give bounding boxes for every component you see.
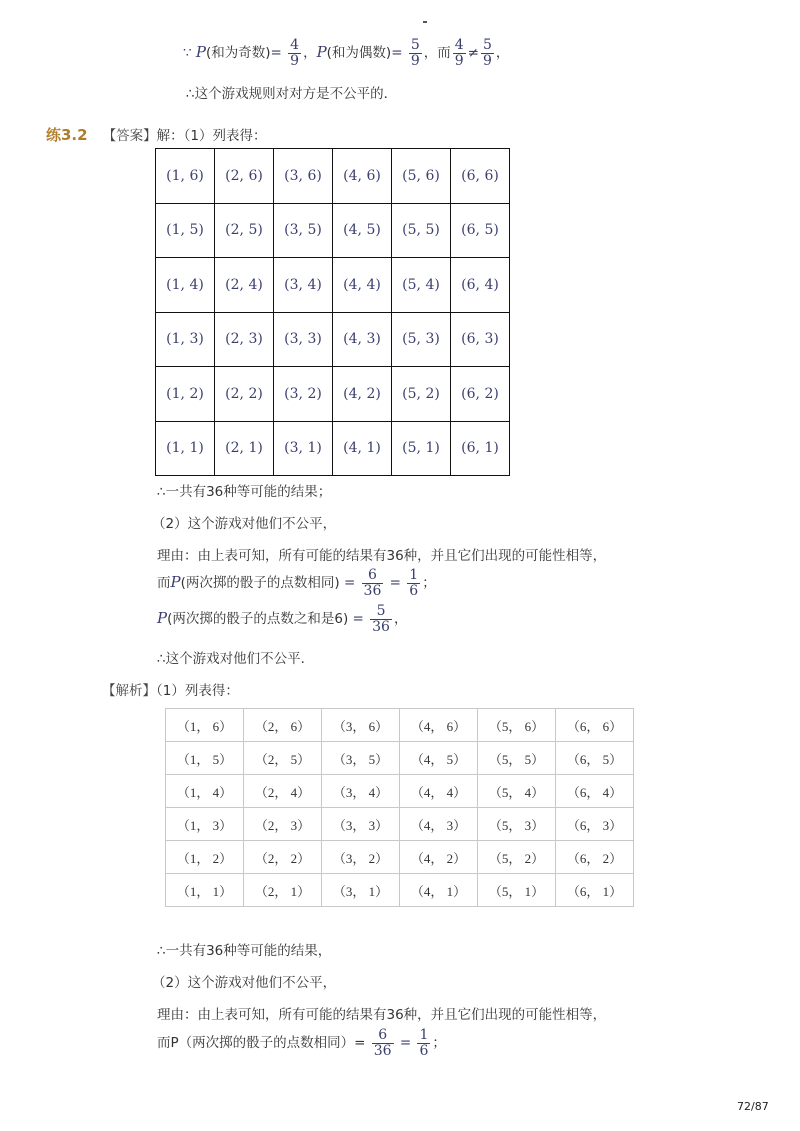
table-row [166, 841, 634, 874]
fraction-cmp-2: $\frac{5}{9}$ [482, 37, 492, 69]
table-cell: （4， 1） [400, 874, 478, 907]
prob-symbol: P [316, 43, 327, 62]
answer-line-5: P(两次掷的骰子的点数之和是6) = $\frac{5}{36}$ ， [157, 603, 408, 635]
table-row [156, 203, 510, 258]
table-cell: (6, 4) [451, 258, 510, 313]
table-cell: (3, 3) [274, 312, 333, 367]
table-cell: (1, 3) [156, 312, 215, 367]
fraction-odd: $\frac{4}{9}$ [290, 37, 300, 69]
answer-line-3: 理由：由上表可知，所有可能的结果有36种，并且它们出现的可能性相等， [157, 548, 607, 564]
table-cell: （6， 2） [556, 841, 634, 874]
table-cell: (4, 6) [333, 149, 392, 204]
same-points-event: (两次掷的骰子的点数相同) [180, 575, 340, 592]
exercise-label: 练3.2 [46, 126, 88, 144]
table-cell: （1， 1） [166, 874, 244, 907]
answer-intro: 解：（1）列表得： [156, 128, 267, 144]
analysis-line-3: 理由：由上表可知，所有可能的结果有36种，并且它们出现的可能性相等， [157, 1007, 607, 1023]
table-row [156, 258, 510, 313]
table-cell: (1, 6) [156, 149, 215, 204]
table-cell: （5， 6） [478, 709, 556, 742]
table-cell: （4， 5） [400, 742, 478, 775]
table-cell: （5， 5） [478, 742, 556, 775]
table-row [156, 421, 510, 476]
analysis-line-4: 而P（两次掷的骰子的点数相同）= $\frac{6}{36}$ = $\frac{1}{6}$ ； [157, 1027, 446, 1059]
table-cell: （1， 3） [166, 808, 244, 841]
table-cell: (4, 4) [333, 258, 392, 313]
table-cell: （1， 4） [166, 775, 244, 808]
table-cell: (1, 1) [156, 421, 215, 476]
table-cell: （2， 1） [244, 874, 322, 907]
table-row [156, 312, 510, 367]
analysis-outcome-table [165, 708, 634, 907]
table-cell: （3， 5） [322, 742, 400, 775]
table-cell: （1， 6） [166, 709, 244, 742]
odd-event: (和为奇数) [205, 45, 271, 62]
answer-line-2: （2）这个游戏对他们不公平， [152, 516, 337, 532]
table-cell: (3, 5) [274, 203, 333, 258]
because-symbol: ∵ [183, 45, 192, 62]
table-cell: (1, 4) [156, 258, 215, 313]
page-number: 72/87 [737, 1100, 769, 1113]
table-cell: (1, 5) [156, 203, 215, 258]
table-cell: （2， 6） [244, 709, 322, 742]
table-cell: (5, 1) [392, 421, 451, 476]
unfair-conclusion: ∴这个游戏规则对对方是不公平的． [186, 86, 398, 102]
probability-comparison-line: ∵ P(和为奇数)= $\frac{4}{9}$ ，P(和为偶数)= $\frac{5}{9}$ ，而 $\frac{4}{9}$ ≠ $\frac{5}{9}$ ， [183, 37, 510, 69]
table-cell: （1， 5） [166, 742, 244, 775]
sum-six-event: (两次掷的骰子的点数之和是6) [167, 611, 349, 628]
table-row [156, 149, 510, 204]
table-cell: (2, 5) [215, 203, 274, 258]
prob-symbol: P [195, 43, 206, 62]
table-cell: （1， 2） [166, 841, 244, 874]
table-cell: (4, 5) [333, 203, 392, 258]
table-cell: （3， 3） [322, 808, 400, 841]
table-cell: （2， 3） [244, 808, 322, 841]
table-cell: （6， 5） [556, 742, 634, 775]
table-cell: (2, 1) [215, 421, 274, 476]
even-event: (和为偶数) [326, 45, 392, 62]
table-cell: (2, 2) [215, 367, 274, 422]
analysis-fraction-1-6: $\frac{1}{6}$ [419, 1027, 429, 1059]
exercise-heading [46, 124, 267, 145]
table-cell: （6， 1） [556, 874, 634, 907]
answer-line-6: ∴这个游戏对他们不公平． [157, 651, 315, 667]
table-cell: （3， 6） [322, 709, 400, 742]
table-cell: （6， 6） [556, 709, 634, 742]
table-cell: (6, 1) [451, 421, 510, 476]
table-row [166, 808, 634, 841]
table-cell: （4， 2） [400, 841, 478, 874]
table-cell: (5, 3) [392, 312, 451, 367]
table-cell: (4, 3) [333, 312, 392, 367]
analysis-line-1: ∴一共有36种等可能的结果， [157, 943, 332, 959]
fraction-even: $\frac{5}{9}$ [410, 37, 420, 69]
equals-sign: = [270, 45, 282, 62]
answer-tag: 【答案】 [102, 128, 157, 144]
table-cell: (5, 5) [392, 203, 451, 258]
fraction-5-36: $\frac{5}{36}$ [372, 603, 390, 635]
fraction-1-6: $\frac{1}{6}$ [409, 567, 419, 599]
table-cell: (4, 2) [333, 367, 392, 422]
fraction-6-36: $\frac{6}{36}$ [363, 567, 382, 599]
table-cell: （5， 2） [478, 841, 556, 874]
table-cell: （5， 1） [478, 874, 556, 907]
answer-line-1: ∴一共有36种等可能的结果； [157, 484, 332, 500]
table-cell: (6, 3) [451, 312, 510, 367]
table-cell: (5, 4) [392, 258, 451, 313]
page-top-mark [423, 21, 427, 23]
table-cell: (5, 2) [392, 367, 451, 422]
table-cell: (6, 5) [451, 203, 510, 258]
table-cell: （6， 3） [556, 808, 634, 841]
table-cell: （5， 4） [478, 775, 556, 808]
table-cell: （5， 3） [478, 808, 556, 841]
table-row [156, 367, 510, 422]
table-cell: （3， 4） [322, 775, 400, 808]
table-cell: （4， 4） [400, 775, 478, 808]
analysis-fraction-6-36: $\frac{6}{36}$ [373, 1027, 392, 1059]
table-cell: (2, 6) [215, 149, 274, 204]
not-equal-sign: ≠ [467, 45, 479, 62]
table-row [166, 775, 634, 808]
table-cell: （3， 2） [322, 841, 400, 874]
table-cell: (2, 4) [215, 258, 274, 313]
table-cell: (4, 1) [333, 421, 392, 476]
table-cell: (3, 4) [274, 258, 333, 313]
table-cell: (1, 2) [156, 367, 215, 422]
table-cell: （6， 4） [556, 775, 634, 808]
analysis-line-2: （2）这个游戏对他们不公平， [152, 975, 337, 991]
answer-line-4: 而P(两次掷的骰子的点数相同) = $\frac{6}{36}$ = $\frac{1}{6}$ ； [157, 567, 436, 599]
analysis-intro: （1）列表得： [156, 683, 239, 699]
table-cell: (5, 6) [392, 149, 451, 204]
table-cell: （4， 6） [400, 709, 478, 742]
table-cell: （2， 5） [244, 742, 322, 775]
table-cell: （4， 3） [400, 808, 478, 841]
outcome-table [155, 148, 510, 476]
table-row [166, 709, 634, 742]
table-cell: （3， 1） [322, 874, 400, 907]
table-cell: （2， 4） [244, 775, 322, 808]
table-cell: (6, 6) [451, 149, 510, 204]
table-row [166, 874, 634, 907]
table-row [166, 742, 634, 775]
analysis-tag: 【解析】 [102, 683, 156, 699]
table-cell: （2， 2） [244, 841, 322, 874]
analysis-heading [102, 679, 239, 699]
table-cell: (6, 2) [451, 367, 510, 422]
fraction-cmp-1: $\frac{4}{9}$ [454, 37, 464, 69]
table-cell: (3, 1) [274, 421, 333, 476]
table-cell: (3, 6) [274, 149, 333, 204]
table-cell: (2, 3) [215, 312, 274, 367]
table-cell: (3, 2) [274, 367, 333, 422]
